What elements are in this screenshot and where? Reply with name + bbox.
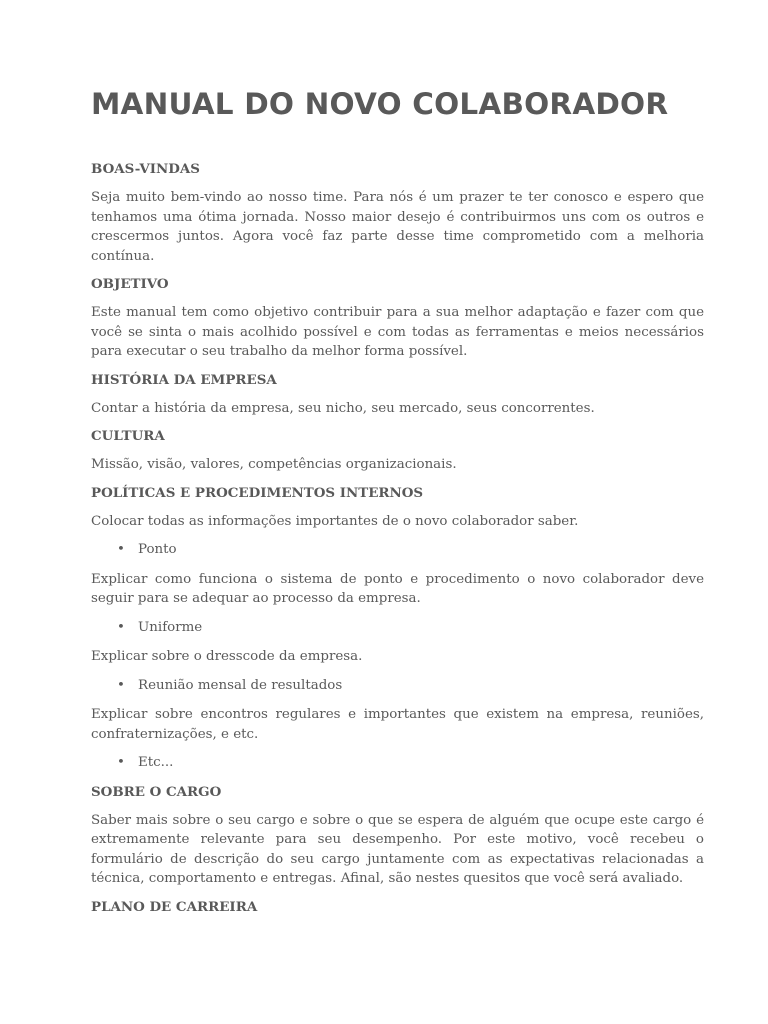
section-text-politicas: Colocar todas as informações importantes de o novo colaborador saber. bbox=[91, 513, 579, 529]
bullet-text-reuniao: Explicar sobre encontros regulares e importantes que existem na empresa, reuniões, confraternizações, e etc. bbox=[91, 707, 704, 742]
bullet-item-reuniao bbox=[91, 676, 704, 696]
bullet-icon: • bbox=[117, 755, 125, 770]
section-heading-cargo: SOBRE O CARGO bbox=[91, 783, 222, 800]
bullet-label: Reunião mensal de resultados bbox=[138, 677, 343, 693]
section-text-cultura: Missão, visão, valores, competências organizacionais. bbox=[91, 457, 457, 472]
bullet-item-uniforme bbox=[91, 618, 704, 638]
bullet-icon: • bbox=[117, 542, 125, 557]
section-heading-boas-vindas: BOAS-VINDAS bbox=[91, 161, 200, 177]
section-text-boas-vindas: Seja muito bem-vindo ao nosso time. Para nós é um prazer te ter conosco e espero que tenhamos uma ótima jornada. Nosso maior desejo é contribuirmos uns com os outros e crescermos juntos. Agora você faz parte desse time comprometido com a melhoria contínua. bbox=[91, 190, 704, 264]
section-heading-historia: HISTÓRIA DA EMPRESA bbox=[91, 371, 277, 388]
section-heading-politicas: POLÍTICAS E PROCEDIMENTOS INTERNOS bbox=[91, 484, 424, 501]
section-text-historia: Contar a história da empresa, seu nicho, seu mercado, seus concorrentes. bbox=[91, 400, 595, 416]
section-text-objetivo: Este manual tem como objetivo contribuir para a sua melhor adaptação e fazer com que você se sinta o mais acolhido possível e com todas as ferramentas e meios necessários para executar o seu trabalho da melhor forma possível. bbox=[91, 305, 704, 359]
bullet-item-etc bbox=[91, 753, 704, 773]
section-heading-carreira: PLANO DE CARREIRA bbox=[91, 898, 258, 915]
bullet-text-uniforme: Explicar sobre o dresscode da empresa. bbox=[91, 649, 363, 664]
bullet-icon: • bbox=[117, 677, 125, 693]
document-title: MANUAL DO NOVO COLABORADOR bbox=[91, 87, 669, 121]
section-heading-objetivo: OBJETIVO bbox=[91, 276, 169, 292]
bullet-icon: • bbox=[117, 619, 125, 635]
bullet-item-ponto bbox=[91, 540, 704, 560]
document-page bbox=[91, 86, 704, 926]
section-text-cargo: Saber mais sobre o seu cargo e sobre o que se espera de alguém que ocupe este cargo é extremamente relevante para seu desempenho. Por este motivo, você recebeu o formulário de descrição do seu cargo juntamente com as expectativas relacionadas a técnica, comportamento e entregas. Afinal, são nestes quesitos que você será avaliado. bbox=[91, 812, 704, 886]
bullet-label: Uniforme bbox=[138, 619, 203, 635]
bullet-label: Ponto bbox=[138, 542, 177, 557]
bullet-text-ponto: Explicar como funciona o sistema de ponto e procedimento o novo colaborador deve seguir para se adequar ao processo da empresa. bbox=[91, 571, 704, 606]
section-heading-cultura: CULTURA bbox=[91, 428, 165, 444]
bullet-label: Etc... bbox=[138, 755, 174, 770]
